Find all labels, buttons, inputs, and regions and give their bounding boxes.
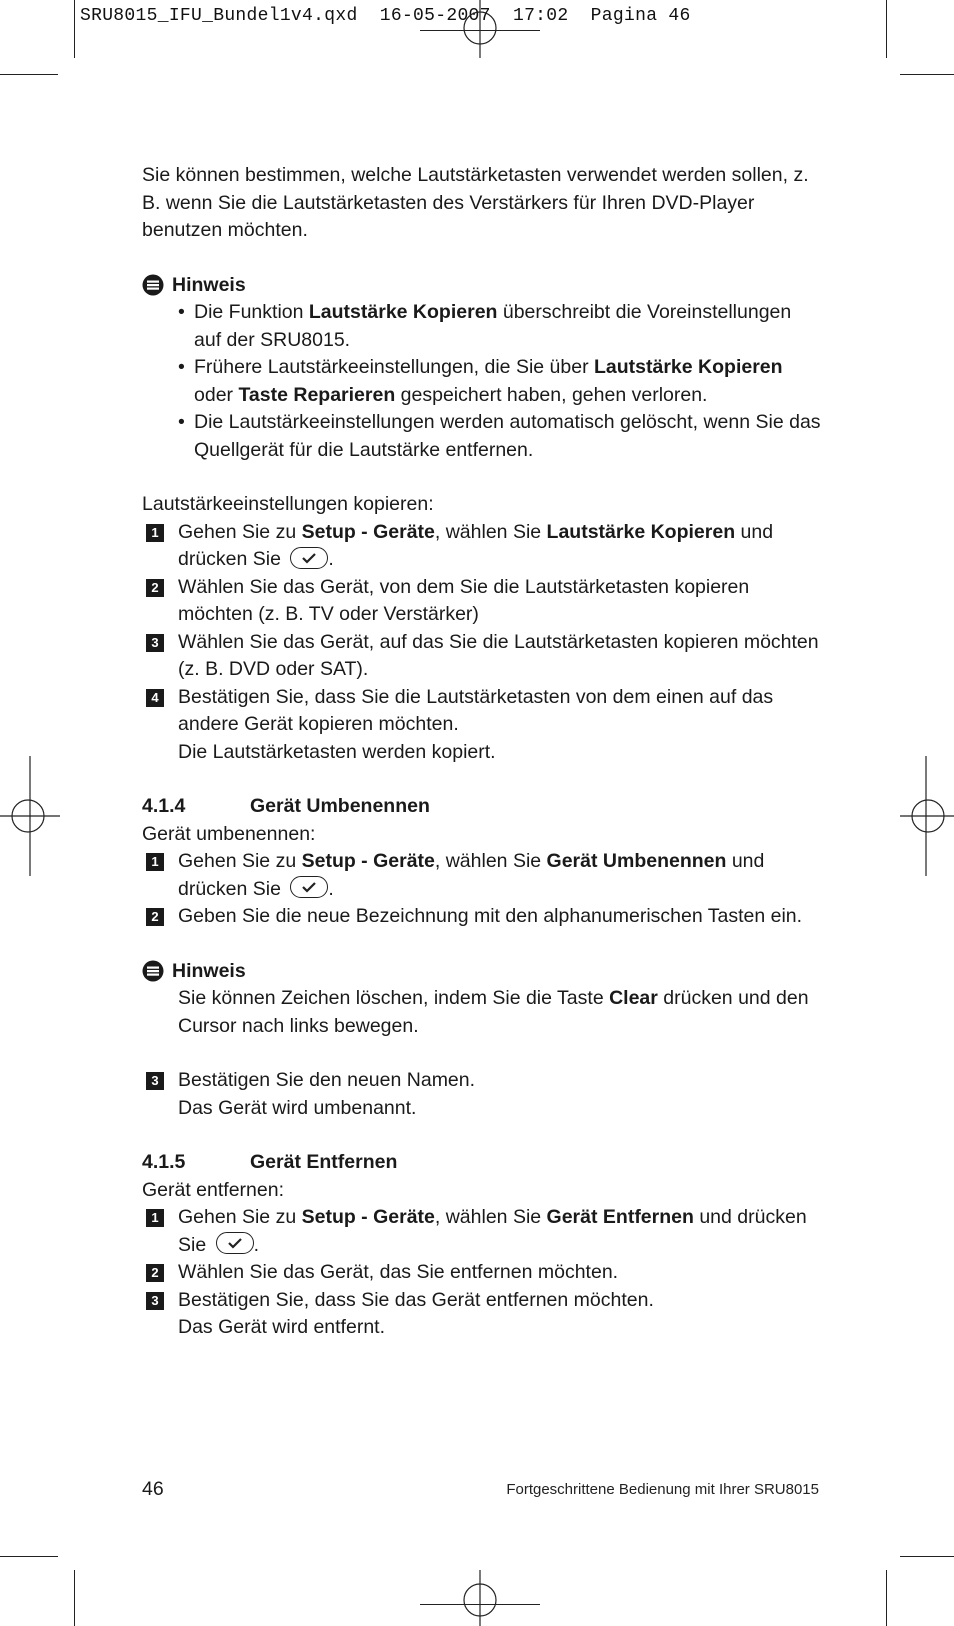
note-bullet: • Die Lautstärkeeinstellungen werden automatisch gelöscht, wenn Sie das Quellgerät für die Lautstärke entfernen. bbox=[178, 409, 822, 464]
note-heading: Hinweis bbox=[172, 273, 246, 296]
remove-lead: Gerät entfernen: bbox=[142, 1178, 285, 1201]
ok-button-icon bbox=[290, 547, 328, 569]
note-block-2 bbox=[142, 958, 822, 1041]
step-item: 4 Bestätigen Sie, dass Sie die Lautstärketasten von dem einen auf das andere Gerät kopieren möchten. bbox=[142, 684, 822, 739]
ok-button-icon bbox=[290, 876, 328, 898]
step-number: 2 bbox=[146, 579, 164, 597]
note-heading: Hinweis bbox=[172, 959, 246, 982]
step-item: 3 Bestätigen Sie den neuen Namen. bbox=[142, 1067, 822, 1095]
step-number: 1 bbox=[146, 1209, 164, 1227]
step-result: Das Gerät wird entfernt. bbox=[178, 1316, 385, 1338]
section-heading: 4.1.4 Gerät Umbenennen bbox=[142, 795, 430, 817]
page-content bbox=[142, 162, 822, 1342]
step-item: 1 Gehen Sie zu Setup - Geräte, wählen Sie Gerät Entfernen und drücken Sie . bbox=[142, 1204, 822, 1259]
note-icon bbox=[142, 960, 164, 982]
page-number: 46 bbox=[142, 1478, 164, 1500]
intro-paragraph: Sie können bestimmen, welche Lautstärketasten verwendet werden sollen, z. B. wenn Sie die Lautstärketasten des Verstärkers für Ihren DVD-Player benutzen möchten. bbox=[142, 164, 809, 241]
step-number: 3 bbox=[146, 1292, 164, 1310]
step-item: 3 Bestätigen Sie, dass Sie das Gerät entfernen möchten. bbox=[142, 1287, 822, 1315]
note-block-1 bbox=[142, 272, 822, 465]
step-item: 1 Gehen Sie zu Setup - Geräte, wählen Sie Lautstärke Kopieren und drücken Sie . bbox=[142, 519, 822, 574]
note-bullet: • Die Funktion Lautstärke Kopieren überschreibt die Voreinstellungen auf der SRU8015. bbox=[178, 299, 822, 354]
footer-title: Fortgeschrittene Bedienung mit Ihrer SRU8015 bbox=[506, 1481, 819, 1498]
step-item: 2 Geben Sie die neue Bezeichnung mit den alphanumerischen Tasten ein. bbox=[142, 903, 822, 931]
step-item: 1 Gehen Sie zu Setup - Geräte, wählen Sie Gerät Umbenennen und drücken Sie . bbox=[142, 848, 822, 903]
note-bullet: • Frühere Lautstärkeeinstellungen, die Sie über Lautstärke Kopieren oder Taste Reparieren gespeichert haben, gehen verloren. bbox=[178, 354, 822, 409]
step-number: 3 bbox=[146, 1072, 164, 1090]
note-text: Sie können Zeichen löschen, indem Sie die Taste Clear drücken und den Cursor nach links bewegen. bbox=[178, 987, 809, 1037]
step-result: Das Gerät wird umbenannt. bbox=[178, 1096, 417, 1119]
copy-lead: Lautstärkeeinstellungen kopieren: bbox=[142, 493, 434, 515]
step-number: 1 bbox=[146, 853, 164, 871]
step-item: 2 Wählen Sie das Gerät, das Sie entfernen möchten. bbox=[142, 1259, 822, 1287]
rename-lead: Gerät umbenennen: bbox=[142, 822, 316, 845]
step-number: 3 bbox=[146, 634, 164, 652]
step-item: 2 Wählen Sie das Gerät, von dem Sie die Lautstärketasten kopieren möchten (z. B. TV oder Verstärker) bbox=[142, 574, 822, 629]
step-number: 2 bbox=[146, 908, 164, 926]
step-result: Die Lautstärketasten werden kopiert. bbox=[178, 740, 496, 763]
step-number: 2 bbox=[146, 1264, 164, 1282]
ok-button-icon bbox=[216, 1232, 254, 1254]
step-number: 1 bbox=[146, 524, 164, 542]
note-icon bbox=[142, 274, 164, 296]
step-number: 4 bbox=[146, 689, 164, 707]
section-heading: 4.1.5 Gerät Entfernen bbox=[142, 1151, 398, 1173]
step-item: 3 Wählen Sie das Gerät, auf das Sie die Lautstärketasten kopieren möchten (z. B. DVD oder SAT). bbox=[142, 629, 822, 684]
print-header: SRU8015_IFU_Bundel1v4.qxd 16-05-2007 17:02 Pagina 46 bbox=[80, 6, 691, 26]
